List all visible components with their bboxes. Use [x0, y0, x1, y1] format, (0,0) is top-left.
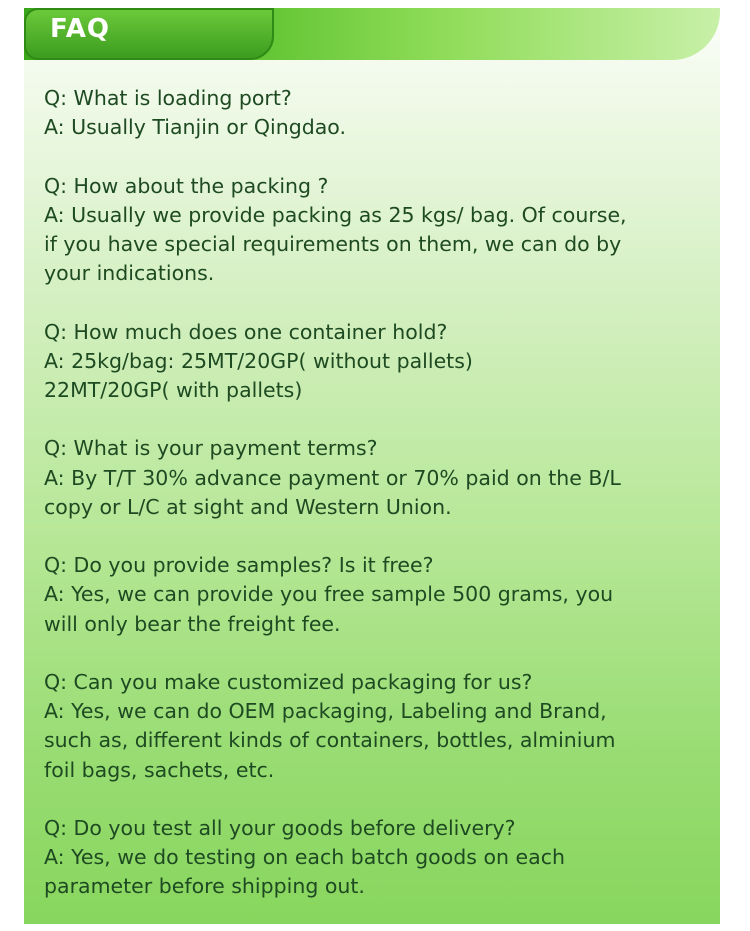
faq-answer-line: A: Yes, we can do OEM packaging, Labeling and Brand,	[44, 699, 607, 724]
faq-answer-line: will only bear the freight fee.	[44, 611, 341, 636]
faq-question: Q: How about the packing ?	[44, 173, 329, 198]
faq-item	[44, 668, 694, 785]
faq-answer-line: A: Yes, we can provide you free sample 500 grams, you	[44, 582, 614, 607]
faq-answer-line: A: Usually we provide packing as 25 kgs/ bag. Of course,	[44, 202, 627, 227]
faq-answer-line: copy or L/C at sight and Western Union.	[44, 494, 452, 519]
faq-question: Q: What is loading port?	[44, 86, 292, 110]
faq-item	[44, 434, 694, 522]
faq-question: Q: What is your payment terms?	[44, 436, 378, 461]
faq-question: Q: Do you provide samples? Is it free?	[44, 553, 434, 578]
faq-answer-line: A: 25kg/bag: 25MT/20GP( without pallets)	[44, 348, 473, 373]
faq-question: Q: How much does one container hold?	[44, 319, 448, 344]
faq-answer-line: A: Yes, we do testing on each batch goods on each	[44, 845, 565, 870]
faq-answer-line: A: By T/T 30% advance payment or 70% paid on the B/L	[44, 465, 621, 490]
faq-answer-line: A: Usually Tianjin or Qingdao.	[44, 115, 347, 140]
faq-answer-line: if you have special requirements on them, we can do by	[44, 232, 622, 256]
faq-item	[44, 318, 694, 406]
faq-answer-line: parameter before shipping out.	[44, 874, 365, 899]
faq-list	[44, 84, 694, 931]
faq-answer-line: foil bags, sachets, etc.	[44, 757, 275, 782]
faq-answer-line: your indications.	[44, 261, 215, 286]
faq-question: Q: Do you test all your goods before delivery?	[44, 815, 516, 840]
faq-answer-line: 22MT/20GP( with pallets)	[44, 378, 303, 402]
faq-item	[44, 172, 694, 289]
faq-answer-line: such as, different kinds of containers, bottles, alminium	[44, 728, 616, 753]
faq-question: Q: Can you make customized packaging for us?	[44, 669, 533, 694]
page-title: FAQ	[50, 14, 111, 44]
faq-item	[44, 814, 694, 902]
faq-item	[44, 84, 694, 142]
faq-item	[44, 551, 694, 639]
